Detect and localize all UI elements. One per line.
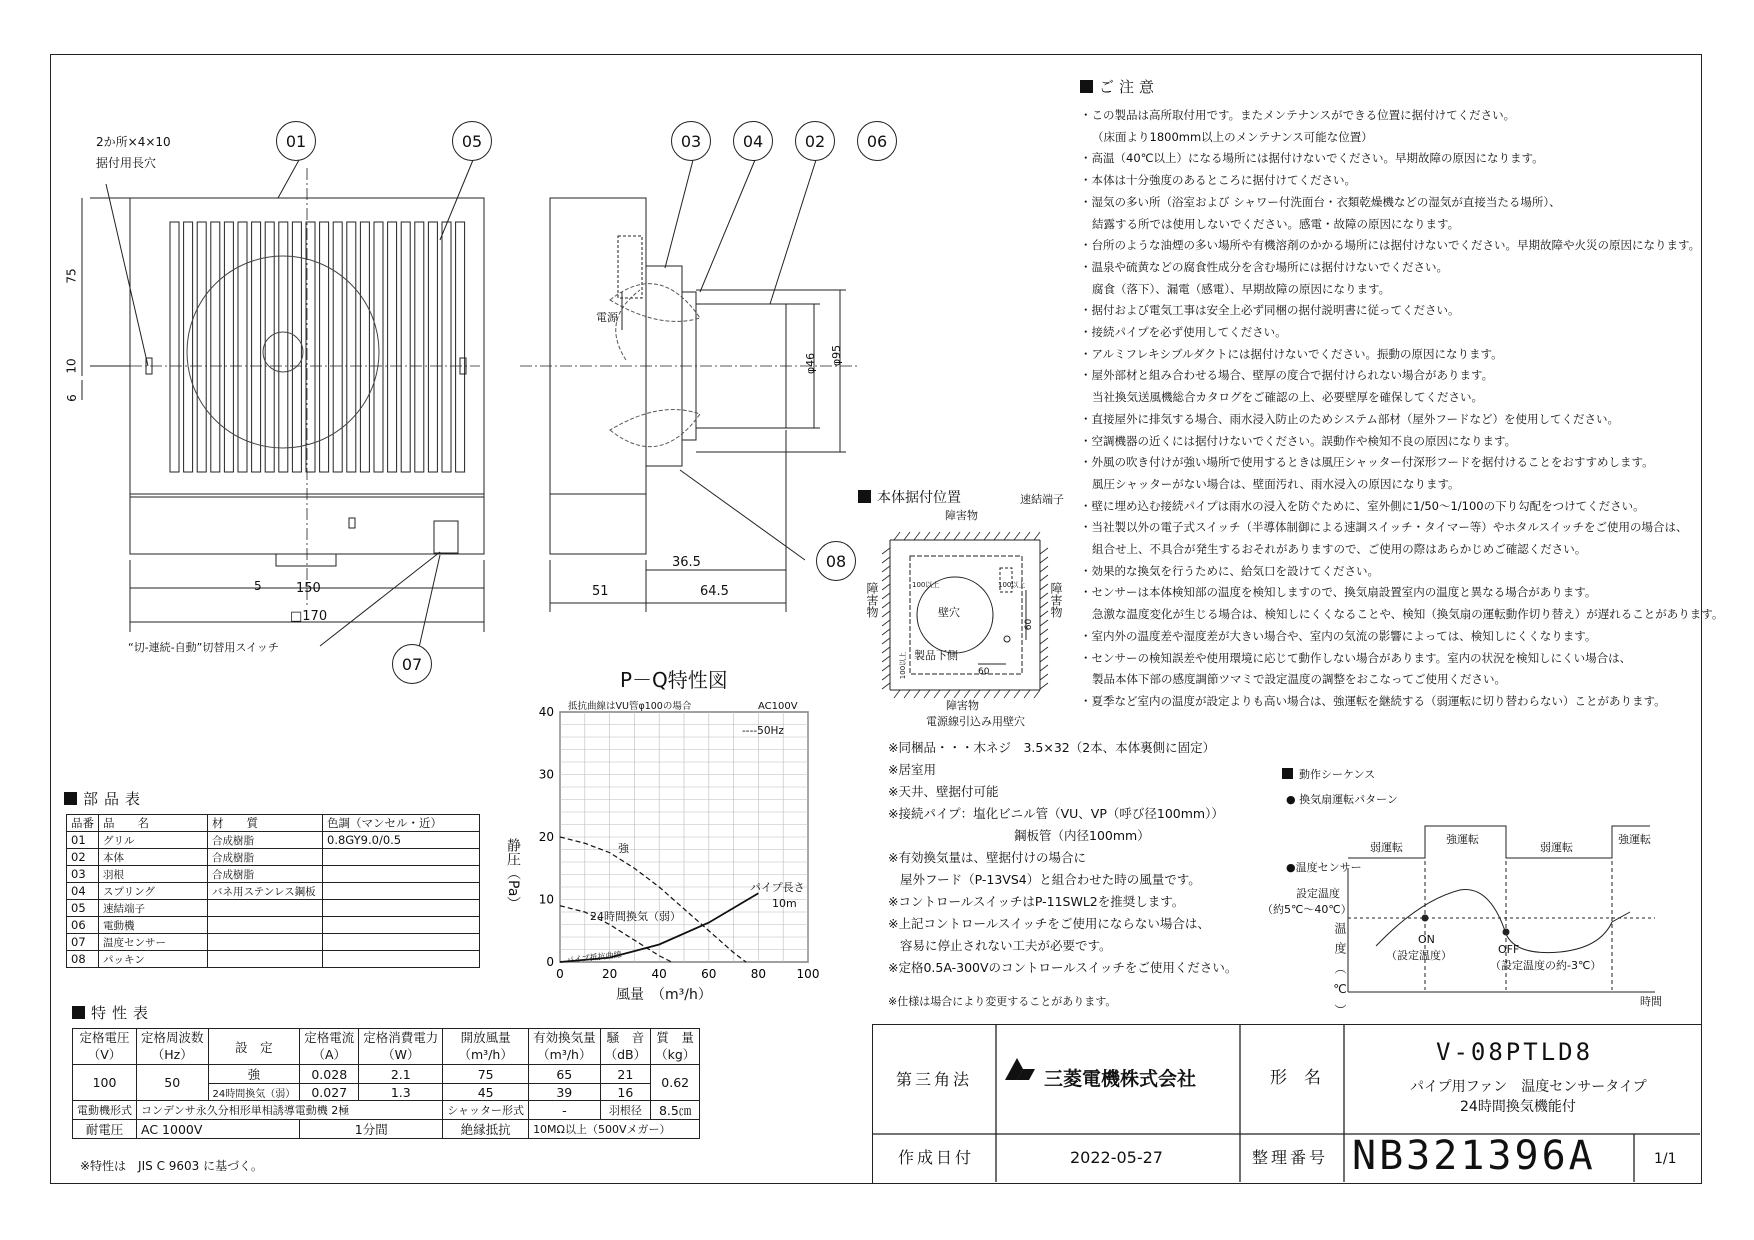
chart-y-tick: 10 xyxy=(538,892,554,907)
specs-noise-strong: 21 xyxy=(600,1065,651,1084)
specs-title: 特性表 xyxy=(72,1006,154,1021)
specs-freq: 50 xyxy=(137,1065,209,1101)
specs-motor: コンデンサ永久分相形単相誘導電動機 2極 xyxy=(137,1101,443,1120)
specs-h-power: 定格消費電力 （W） xyxy=(359,1029,443,1065)
dim-51: 51 xyxy=(592,584,609,599)
chart-ann-weak: 24時間換気（弱） xyxy=(590,910,681,923)
mount-obstacle-left: 障害物 xyxy=(865,582,879,618)
mount-dim-100c: 100以上 xyxy=(899,651,908,680)
seq-on: ON xyxy=(1418,933,1435,946)
specs-setting-strong: 強 xyxy=(208,1065,300,1084)
parts-cell: 本体 xyxy=(99,849,208,866)
specs-h-eff-air: 有効換気量 （m³/h） xyxy=(529,1029,601,1065)
chart-ann-pipe-length: パイプ長さ xyxy=(750,881,805,894)
chart-y-tick: 0 xyxy=(546,955,554,969)
parts-cell: 合成樹脂 xyxy=(208,849,323,866)
dim-10: 10 xyxy=(64,358,79,374)
chart-ann-pipe-curve: パイプ抵抗曲線 xyxy=(565,950,623,965)
note-line: ・温泉や硫黄などの腐食性成分を含む場所には据付けないでください。 xyxy=(1080,259,1448,274)
power-label: 電源 xyxy=(596,311,618,324)
specs-setting-weak: 24時間換気（弱） xyxy=(208,1084,300,1101)
parts-h-no: 品番 xyxy=(67,815,99,832)
tb-company: 三菱電機株式会社 xyxy=(1044,1068,1197,1090)
specs-shutter: - xyxy=(529,1101,601,1120)
parts-h-material: 材 質 xyxy=(208,815,323,832)
chart-ann-10m: 10m xyxy=(772,897,797,910)
parts-cell: バネ用ステンレス鋼板 xyxy=(208,883,323,900)
tb-projection: 第三角法 xyxy=(896,1070,973,1089)
specs-voltage: 100 xyxy=(73,1065,137,1101)
chart-title: P－Q特性図 xyxy=(620,668,728,692)
specs-h-setting: 設 定 xyxy=(208,1029,300,1065)
note-line: ・この製品は高所取付用です。またメンテナンスができる位置に据付けてください。 xyxy=(1080,108,1516,122)
parts-cell: 01 xyxy=(67,832,99,849)
dim-75: 75 xyxy=(64,268,79,284)
note-line: ・据付および電気工事は安全上必ず同梱の据付説明書に従ってください。 xyxy=(1080,303,1460,318)
specs-open-air-weak: 45 xyxy=(443,1084,529,1101)
specs-h-voltage: 定格電圧 （V） xyxy=(73,1029,137,1065)
switch-note: “切-連続-自動”切替用スイッチ xyxy=(128,641,279,654)
mount-obstacle-right: 障害物 xyxy=(1049,582,1063,618)
note-line: ・アルミフレキシブルダクトには据付けないでください。振動の原因になります。 xyxy=(1080,346,1503,361)
seq-set-temp: 設定温度 xyxy=(1296,887,1340,900)
parts-cell: 電動機 xyxy=(99,917,208,934)
mount-wall-hole: 壁穴 xyxy=(938,606,960,619)
mount-dim-60b: 60 xyxy=(1024,618,1035,631)
dim-46: φ46 xyxy=(804,352,818,375)
chart-voltage: AC100V xyxy=(758,701,798,712)
specs-power-strong: 2.1 xyxy=(359,1065,443,1084)
note-line: 組合せ上、不具合が発生するおそれがありますので、ご使用の際はあらかじめご確認ください。 xyxy=(1092,542,1587,556)
specs-h-mass: 質 量 （kg） xyxy=(651,1029,700,1065)
seq-set-range: （約5℃～40℃） xyxy=(1262,903,1352,916)
parts-cell: 04 xyxy=(67,883,99,900)
accessory-line: ※コントロールスイッチはP-11SWL2を推奨します。 xyxy=(888,894,1185,909)
specs-withstand-label: 耐電圧 xyxy=(73,1120,137,1139)
specs-current-weak: 0.027 xyxy=(300,1084,359,1101)
chart-x-tick: 40 xyxy=(651,967,667,981)
dim-150: 150 xyxy=(296,581,321,596)
note-line: 急激な温度変化が生じる場合は、検知しにくくなることや、検知（換気扇の運転動作切り替え）が遅れることがあります。 xyxy=(1092,607,1724,622)
note-line: 腐食（落下）、漏電（感電）、早期故障の原因になります。 xyxy=(1092,281,1391,296)
note-line: ・室内外の温度差や湿度差が大きい場合や、室内の気流の影響によっては、検知しにくくなります。 xyxy=(1080,628,1597,643)
note-line: ・壁に埋め込む接続パイプは雨水の浸入を防ぐために、室外側に1/50～1/100の下り勾配をつけてください。 xyxy=(1080,498,1645,513)
chart-y-tick: 20 xyxy=(538,830,554,844)
note-line: ・当社製以外の電子式スイッチ（半導体制御による速調スイッチ・タイマー等）やホタルスイッチをご使用の場合は、 xyxy=(1080,520,1688,535)
seq-strong-1: 強運転 xyxy=(1446,833,1479,846)
parts-cell: 06 xyxy=(67,917,99,934)
tb-date-label: 作成日付 xyxy=(898,1148,975,1167)
parts-cell: 03 xyxy=(67,866,99,883)
specs-h-noise: 騒 音 （dB） xyxy=(600,1029,651,1065)
balloon-06: 06 xyxy=(857,121,897,161)
note-mount-holes: 2か所×4×10 xyxy=(96,135,171,149)
parts-cell: スプリング xyxy=(99,883,208,900)
balloon-02: 02 xyxy=(795,121,835,161)
accessory-line: ※仕様は場合により変更することがあります。 xyxy=(888,995,1117,1008)
note-line: ・高温（40℃以上）になる場所には据付けないでください。早期故障の原因になります。 xyxy=(1080,151,1544,166)
accessory-line: ※有効換気量は、壁据付けの場合に xyxy=(888,850,1086,865)
accessory-line: 鋼板管（内径100mm） xyxy=(1014,828,1150,843)
dim-6: 6 xyxy=(64,394,79,402)
parts-cell: 速結端子 xyxy=(99,900,208,917)
note-line: 結露する所では使用しないでください。感電・故障の原因になります。 xyxy=(1092,216,1460,231)
parts-cell: 07 xyxy=(67,934,99,951)
specs-footnote: ※特性は JIS C 9603 に基づく。 xyxy=(80,1159,263,1173)
chart-legend: ----50Hz xyxy=(742,725,784,737)
chart-ann-strong: 強 xyxy=(618,842,629,855)
note-line: ・湿気の多い所（浴室および シャワー付洗面台・衣類乾燥機などの湿気が直接当たる場所）、 xyxy=(1080,194,1561,209)
tb-page: 1/1 xyxy=(1654,1151,1677,1167)
specs-motor-label: 電動機形式 xyxy=(73,1101,137,1120)
accessory-line: ※同梱品・・・木ネジ 3.5×32（2本、本体裏側に固定） xyxy=(888,740,1216,755)
specs-insulation-label: 絶縁抵抗 xyxy=(443,1120,529,1139)
parts-cell: 羽根 xyxy=(99,866,208,883)
note-line: ・センサーは本体検知部の温度を検知しますので、換気扇設置室内の温度と異なる場合があります。 xyxy=(1080,585,1597,600)
parts-h-color: 色調（マンセル・近） xyxy=(323,815,480,832)
note-line: （床面より1800mm以上のメンテナンス可能な位置） xyxy=(1092,129,1373,144)
mount-dim-60: 60 xyxy=(978,667,990,677)
specs-blade: 8.5㎝ xyxy=(651,1101,700,1120)
parts-cell: 合成樹脂 xyxy=(208,866,323,883)
note-line: ・空調機器の近くには据付けないでください。誤動作や検知不良の原因になります。 xyxy=(1080,433,1517,448)
parts-cell: 温度センサー xyxy=(99,934,208,951)
chart-y-tick: 40 xyxy=(538,705,554,719)
mount-dim-100: 100以上 xyxy=(912,581,940,589)
specs-h-current: 定格電流 （A） xyxy=(300,1029,359,1065)
seq-strong-2: 強運転 xyxy=(1618,833,1651,846)
specs-eff-air-weak: 39 xyxy=(529,1084,601,1101)
dim-5: 5 xyxy=(254,579,262,593)
dim-170: □170 xyxy=(290,609,328,624)
dim-36-5: 36.5 xyxy=(672,555,701,570)
balloon-05: 05 xyxy=(452,121,492,161)
note-line: 風圧シャッターがない場合は、壁面汚れ、雨水浸入の原因になります。 xyxy=(1092,476,1460,491)
parts-cell: 0.8GY9.0/0.5 xyxy=(323,832,480,849)
tb-doc-no: NB321396A xyxy=(1352,1133,1596,1179)
accessory-line: ※接続パイプ：塩化ビニル管（VU、VP（呼び径100mm）） xyxy=(888,806,1224,821)
note-line: 当社換気送風機総合カタログをご確認の上、必要壁厚を確保してください。 xyxy=(1092,390,1483,405)
balloon-08: 08 xyxy=(816,541,856,581)
tb-desc2: 24時間換気機能付 xyxy=(1460,1099,1576,1115)
note-line: ・本体は十分強度のあるところに据付けてください。 xyxy=(1080,173,1356,188)
balloon-03: 03 xyxy=(671,121,711,161)
note-mount-holes-2: 据付用長穴 xyxy=(96,156,157,170)
seq-weak-2: 弱運転 xyxy=(1540,841,1573,854)
note-line: ・接続パイプを必ず使用してください。 xyxy=(1080,325,1287,339)
seq-time: 時間 xyxy=(1640,995,1662,1008)
mitsubishi-logo-icon xyxy=(1005,1058,1035,1080)
tb-date: 2022-05-27 xyxy=(1070,1148,1163,1167)
seq-on-note: （設定温度） xyxy=(1386,949,1452,962)
tb-desc1: パイプ用ファン 温度センサータイプ xyxy=(1410,1079,1647,1095)
sequence-title: 動作シーケンス xyxy=(1282,768,1375,780)
accessory-line: ※定格0.5A-300Vのコントロールスイッチをご使用ください。 xyxy=(888,960,1238,975)
note-line: ・台所のような油煙の多い場所や有機溶剤のかかる場所には据付けないでください。早期故障や火災の原因になります。 xyxy=(1080,238,1701,253)
note-line: ・夏季など室内の温度が設定よりも高い場合は、強運転を継続する（弱運転に切り替わらない）ことがあります。 xyxy=(1080,693,1666,708)
note-line: ・効果的な換気を行うために、給気口を設けてください。 xyxy=(1080,563,1379,578)
chart-y-tick: 30 xyxy=(538,767,554,782)
mount-obstacle-top: 障害物 xyxy=(945,509,978,522)
specs-noise-weak: 16 xyxy=(600,1084,651,1101)
chart-x-tick: 80 xyxy=(750,967,767,981)
mount-obstacle-bottom: 障害物 xyxy=(946,699,979,712)
note-line: ・直接屋外に排気する場合、雨水浸入防止のためシステム部材（屋外フードなど）を使用してください。 xyxy=(1080,411,1619,426)
parts-title: 部品表 xyxy=(64,792,146,807)
tb-doc-label: 整理番号 xyxy=(1252,1148,1329,1167)
mount-connector: 速結端子 xyxy=(1020,493,1064,506)
parts-cell: 02 xyxy=(67,849,99,866)
accessory-line: ※天井、壁据付可能 xyxy=(888,784,999,799)
seq-weak-1: 弱運転 xyxy=(1370,841,1403,854)
accessory-line: ※上記コントロールスイッチをご使用にならない場合は、 xyxy=(888,916,1210,931)
tb-model: V-08PTLD8 xyxy=(1436,1038,1594,1066)
specs-h-open-air: 開放風量 （m³/h） xyxy=(443,1029,529,1065)
seq-temp-axis: 温度（℃） xyxy=(1333,922,1347,1024)
accessory-line: 屋外フード（P-13VS4）と組合わせた時の風量です。 xyxy=(900,872,1201,887)
seq-off-note: （設定温度の約-3℃） xyxy=(1490,959,1602,972)
seq-sensor: ●温度センサー xyxy=(1286,861,1362,874)
specs-withstand: AC 1000V xyxy=(137,1120,300,1139)
specs-h-freq: 定格周波数 （Hz） xyxy=(137,1029,209,1065)
notes-title: ご注意 xyxy=(1080,80,1159,95)
balloon-01: 01 xyxy=(276,121,316,161)
chart-x-tick: 60 xyxy=(701,967,717,981)
note-line: ・外風の吹き付けが強い場所で使用するときは風圧シャッター付深形フードを据付けることをおすすめします。 xyxy=(1080,455,1654,470)
note-line: ・センサーの検知誤差や使用環境に応じて動作しない場合があります。室内の状況を検知しにくい場合は、 xyxy=(1080,650,1632,665)
mount-power-hole: 電源線引込み用壁穴 xyxy=(926,715,1025,728)
specs-mass: 0.62 xyxy=(651,1065,700,1101)
chart-x-tick: 100 xyxy=(796,967,820,981)
specs-power-weak: 1.3 xyxy=(359,1084,443,1101)
sequence-fan-pattern: ● 換気扇運転パターン xyxy=(1286,793,1398,806)
chart-ylabel: 静圧（Pa） xyxy=(505,838,521,911)
parts-cell: パッキン xyxy=(99,951,208,968)
specs-open-air-strong: 75 xyxy=(443,1065,529,1084)
chart-xlabel: 風量 （m³/h） xyxy=(616,987,712,1003)
dim-64-5: 64.5 xyxy=(700,584,729,599)
mount-product-bottom: 製品下側 xyxy=(914,649,958,662)
dim-95: φ95 xyxy=(830,344,844,367)
note-line: ・屋外部材と組み合わせる場合、壁厚の度合で据付けられない場合があります。 xyxy=(1080,368,1494,383)
specs-withstand-time: 1分間 xyxy=(300,1120,443,1139)
specs-shutter-label: シャッター形式 xyxy=(443,1101,529,1120)
note-line: 製品本体下部の感度調節ツマミで設定温度の調整をおこなってご使用ください。 xyxy=(1092,672,1506,687)
chart-x-tick: 20 xyxy=(601,967,618,981)
mount-dim-100b: 100以上 xyxy=(998,581,1026,589)
accessory-line: ※居室用 xyxy=(888,762,936,777)
balloon-04: 04 xyxy=(733,121,773,161)
specs-insulation: 10MΩ以上（500Vメガー） xyxy=(529,1120,700,1139)
chart-note-top: 抵抗曲線はVU管φ100の場合 xyxy=(568,701,692,712)
mount-title: 本体据付位置 xyxy=(858,490,961,505)
parts-cell: 合成樹脂 xyxy=(208,832,323,849)
specs-current-strong: 0.028 xyxy=(300,1065,359,1084)
specs-eff-air-strong: 65 xyxy=(529,1065,601,1084)
parts-cell: 05 xyxy=(67,900,99,917)
tb-model-label: 形 名 xyxy=(1270,1068,1321,1088)
parts-cell: グリル xyxy=(99,832,208,849)
balloon-07: 07 xyxy=(392,644,432,684)
chart-x-tick: 0 xyxy=(556,967,564,981)
parts-cell: 08 xyxy=(67,951,99,968)
parts-h-name: 品 名 xyxy=(99,815,208,832)
seq-off: OFF xyxy=(1498,943,1520,956)
specs-blade-label: 羽根径 xyxy=(600,1101,651,1120)
accessory-line: 容易に停止されない工夫が必要です。 xyxy=(900,938,1112,953)
